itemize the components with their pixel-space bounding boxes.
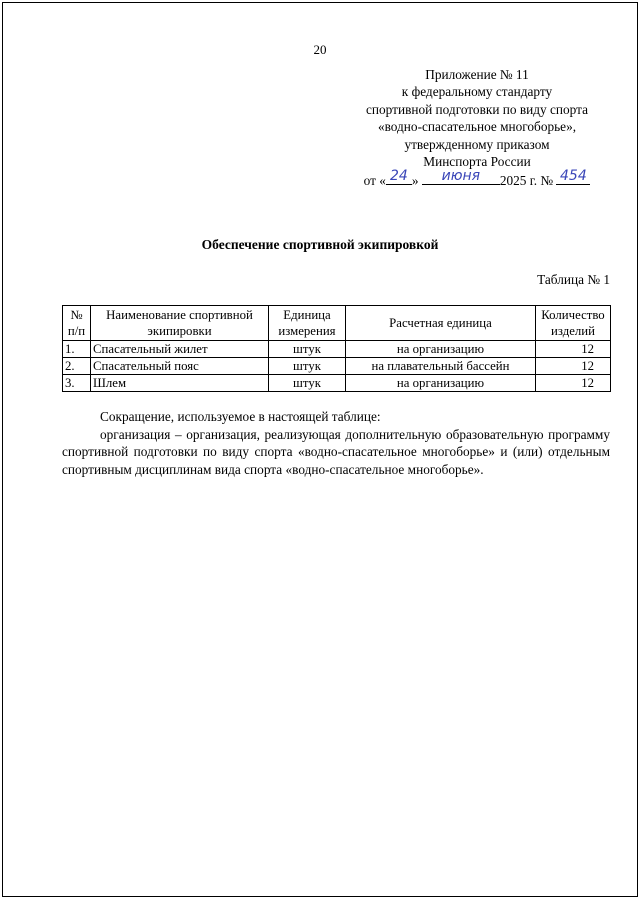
appendix-line: Минспорта России: [423, 154, 531, 170]
cell-unit: штук: [269, 341, 346, 358]
header-equipment-name: Наименование спортивной экипировки: [91, 306, 269, 341]
appendix-line: утвержденному приказом: [404, 136, 550, 152]
table-row: [63, 375, 611, 392]
day-field: [386, 170, 412, 185]
month-field: [422, 170, 500, 185]
header-calc-unit: Расчетная единица: [346, 306, 536, 341]
appendix-line: Приложение № 11: [425, 67, 529, 82]
cell-calc-unit: на организацию: [346, 375, 536, 392]
order-date-line: [318, 170, 636, 189]
document-heading: Обеспечение спортивной экипировкой: [201, 237, 439, 252]
cell-equipment-name: Спасательный жилет: [91, 341, 269, 358]
date-mid: »: [411, 173, 419, 189]
number-handwritten: 454: [560, 168, 587, 185]
header-quantity: Количество изделий: [536, 306, 611, 341]
number-field: [556, 170, 590, 185]
notes-block: [62, 408, 610, 478]
cell-number: 3.: [63, 375, 91, 392]
day-handwritten: 24: [389, 168, 408, 185]
appendix-line: «водно-спасательное многоборье»,: [377, 119, 577, 135]
appendix-line: к федеральному стандарту: [401, 84, 553, 100]
cell-quantity: 12: [536, 341, 611, 358]
cell-calc-unit: на плавательный бассейн: [346, 358, 536, 375]
year-number-label: 2025 г. №: [499, 173, 554, 189]
cell-number: 1.: [63, 341, 91, 358]
header-unit: Единица измерения: [269, 306, 346, 341]
page-number: 20: [313, 42, 327, 57]
cell-calc-unit: на организацию: [346, 341, 536, 358]
cell-equipment-name: Спасательный пояс: [91, 358, 269, 375]
table-row: [63, 341, 611, 358]
notes-definition: организация – организация, реализующая дополнительную образовательную программу спортивной подготовки по виду спорта «водно-спасательное многоборье» и (или) отдельным спортивным дисциплинам вида спорта «водно-спасательное многоборье».: [62, 426, 610, 477]
cell-quantity: 12: [536, 358, 611, 375]
table-row: [63, 358, 611, 375]
appendix-block: [318, 66, 636, 190]
cell-quantity: 12: [536, 375, 611, 392]
table-label: Таблица № 1: [537, 272, 610, 287]
header-number: № п/п: [63, 306, 91, 341]
cell-equipment-name: Шлем: [91, 375, 269, 392]
cell-unit: штук: [269, 358, 346, 375]
month-handwritten: июня: [441, 168, 481, 185]
cell-unit: штук: [269, 375, 346, 392]
appendix-line: спортивной подготовки по виду спорта: [366, 101, 588, 117]
cell-number: 2.: [63, 358, 91, 375]
date-prefix: от «: [363, 173, 386, 189]
notes-intro: Сокращение, используемое в настоящей таблице:: [100, 409, 381, 424]
table-header-row: [63, 306, 611, 341]
equipment-table: [62, 305, 611, 392]
